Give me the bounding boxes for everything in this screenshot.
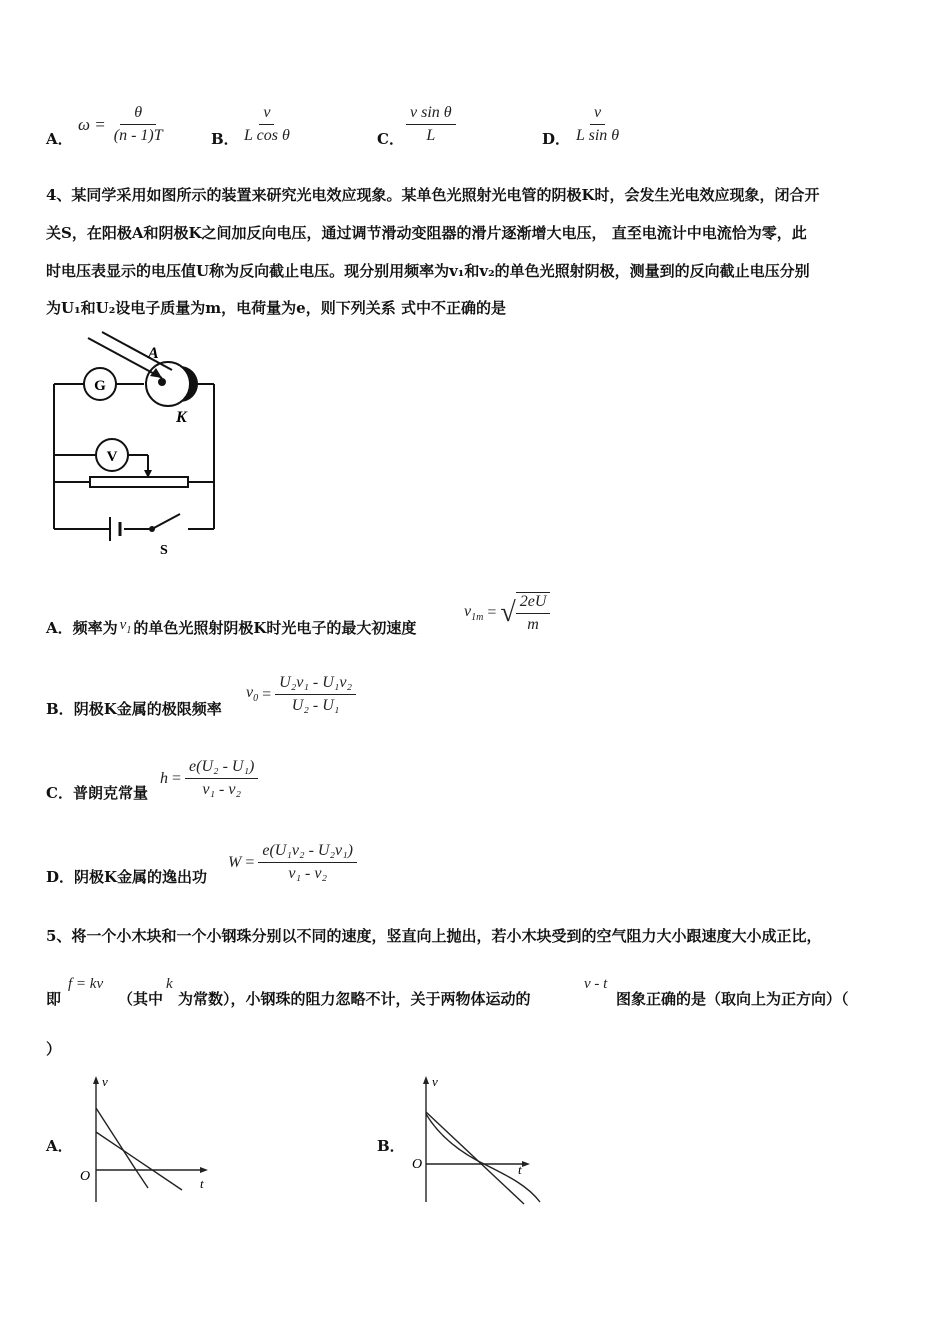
q4-a-den: m <box>527 616 539 633</box>
q3-c-den: L <box>426 127 436 144</box>
origin-label: O <box>412 1157 423 1172</box>
q3-option-a-label: A． <box>46 130 73 148</box>
q4-option-a-formula <box>464 592 550 634</box>
q4-stem-line-3: 时电压表显示的电压值U称为反向截止电压。现分别用频率为v₁和v₂的单色光照射阴极，测量到的反向截止电压分别 <box>46 262 810 280</box>
q3-option-b-label: B． <box>211 130 239 148</box>
q5-stem-line-2a: 即 <box>46 990 62 1008</box>
q4-c-eq: = <box>172 769 182 787</box>
q5-option-a-label: A． <box>46 1137 73 1155</box>
q3-b-den: L cos θ <box>244 127 290 144</box>
q4-d-lhs: W <box>228 853 242 871</box>
q5-option-a-graph <box>76 1072 216 1207</box>
q3-option-b-formula <box>240 104 294 145</box>
q4-c-num: e(U₂ - U₁) <box>185 758 258 779</box>
t-axis-label: t <box>200 1176 204 1191</box>
q3-b-num: v <box>259 104 274 125</box>
q4-c-den: v₁ - v₂ <box>202 781 242 798</box>
q4-b-den: U₂ - U₁ <box>291 697 340 714</box>
v-axis-arrow <box>93 1076 99 1084</box>
anode-a-dot <box>158 378 166 386</box>
graph-a-steep-line <box>96 1108 136 1170</box>
q3-option-d-formula <box>572 104 623 145</box>
q4-d-num: e(U₁v₂ - U₂v₁) <box>258 842 357 863</box>
q4-option-c <box>46 784 148 803</box>
q4-c-lhs: h <box>160 769 168 787</box>
q5-option-b-graph <box>408 1072 548 1207</box>
q4-option-b-text: 阴极K金属的极限频率 <box>73 700 222 718</box>
q3-c-num: v sin θ <box>406 104 456 125</box>
q3-option-c-label: C． <box>377 130 404 148</box>
v-axis-label: v <box>102 1074 108 1089</box>
q4-d-fraction <box>258 842 357 883</box>
q3-a-den: (n - 1)T <box>113 127 163 144</box>
t-axis-label: t <box>518 1162 522 1177</box>
q3-d-den: L sin θ <box>576 127 620 144</box>
graph-a-steep-line-ext <box>136 1170 148 1188</box>
q4-d-eq: = <box>245 853 255 871</box>
q3-a-lhs: ω = <box>78 114 106 134</box>
q5-stem-line-3: ） <box>46 1040 62 1058</box>
q4-stem-line-1: 4、某同学采用如图所示的装置来研究光电效应现象。某单色光照射光电管的阴极K时，会发生光电效应现象，闭合开 <box>46 186 820 204</box>
v-axis-arrow <box>423 1076 429 1084</box>
q4-option-c-text: 普朗克常量 <box>72 784 148 802</box>
q4-option-a-freq: $v_1$ <box>119 617 132 636</box>
q4-option-b-label: B． <box>46 700 74 718</box>
q4-b-fraction <box>275 674 356 715</box>
q5-stem-line-1: 5、将一个小木块和一个小钢珠分别以不同的速度，竖直向上抛出，若小木块受到的空气阻力大小跟速度大小成正比， <box>46 927 822 945</box>
q4-option-a-text-1: 频率为 <box>72 618 118 637</box>
q5-stem-line-2d: 图象正确的是（取向上为正方向）（ <box>616 990 849 1008</box>
graph-a-shallow-line <box>96 1132 182 1190</box>
q5-stem-line-2c: 为常数），小钢珠的阻力忽略不计，关于两物体运动的 <box>178 990 531 1008</box>
q4-option-d-text: 阴极K金属的逸出功 <box>74 868 208 886</box>
switch-label: S <box>160 543 168 558</box>
q4-stem-line-2: 关S，在阳极A和阴极K之间加反向电压，通过调节滑动变阻器的滑片逐渐增大电压， 直至电流计中电流恰为零，此 <box>46 224 807 242</box>
q4-b-lhs: $v_0$ <box>246 684 259 705</box>
q4-c-fraction <box>185 758 258 799</box>
q3-d-num: v <box>590 104 605 125</box>
photoelectric-circuit-diagram <box>40 330 230 560</box>
q4-a-fraction <box>516 592 551 634</box>
q4-option-a-text-2: 的单色光照射阴极K时光电子的最大初速度 <box>133 618 417 637</box>
q4-option-c-formula <box>160 758 258 799</box>
switch-pivot <box>149 526 155 532</box>
q4-stem-line-4: 为U₁和U₂设电子质量为m，电荷量为e，则下列关系 式中不正确的是 <box>46 299 506 317</box>
q3-option-d-label: D． <box>542 130 571 148</box>
origin-label: O <box>80 1169 91 1184</box>
q4-a-eq: = <box>487 604 497 621</box>
q4-a-lhs: $v_{1m}$ <box>464 602 484 624</box>
q5-stem-line-2b: （其中 <box>118 990 164 1008</box>
q4-b-eq: = <box>262 685 272 703</box>
q4-option-d-formula <box>228 842 357 883</box>
q4-option-d-label: D． <box>46 868 75 886</box>
q4-option-c-label: C． <box>46 784 73 802</box>
sqrt-sign: √ <box>500 597 516 628</box>
q5-formula-vt: v - t <box>584 976 608 992</box>
q5-formula-k: k <box>166 976 173 992</box>
graph-b-straight-line <box>426 1112 524 1204</box>
galvanometer-label: G <box>94 378 106 394</box>
t-axis-arrow <box>522 1161 530 1167</box>
q4-b-num: U₂v₁ - U₁v₂ <box>275 674 356 695</box>
q4-option-d <box>46 868 207 887</box>
anode-label: A <box>148 345 159 362</box>
q3-a-num: θ <box>120 104 156 125</box>
q5-option-b-label: B． <box>377 1137 405 1155</box>
q3-option-a-formula <box>78 104 167 145</box>
v-axis-label: v <box>432 1074 438 1089</box>
voltmeter-label: V <box>106 449 118 465</box>
q3-a-fraction <box>110 104 167 145</box>
q4-a-num: 2eU <box>516 593 551 614</box>
q5-formula-f: f = kv <box>68 976 104 992</box>
q4-d-den: v₁ - v₂ <box>288 865 328 882</box>
q4-option-b-formula <box>246 674 356 715</box>
q4-option-a <box>46 616 416 640</box>
cathode-label: K <box>176 409 187 426</box>
q4-option-a-label: A． <box>46 618 73 637</box>
q4-option-b <box>46 700 222 719</box>
q3-option-c-formula <box>406 104 456 145</box>
t-axis-arrow <box>200 1167 208 1173</box>
